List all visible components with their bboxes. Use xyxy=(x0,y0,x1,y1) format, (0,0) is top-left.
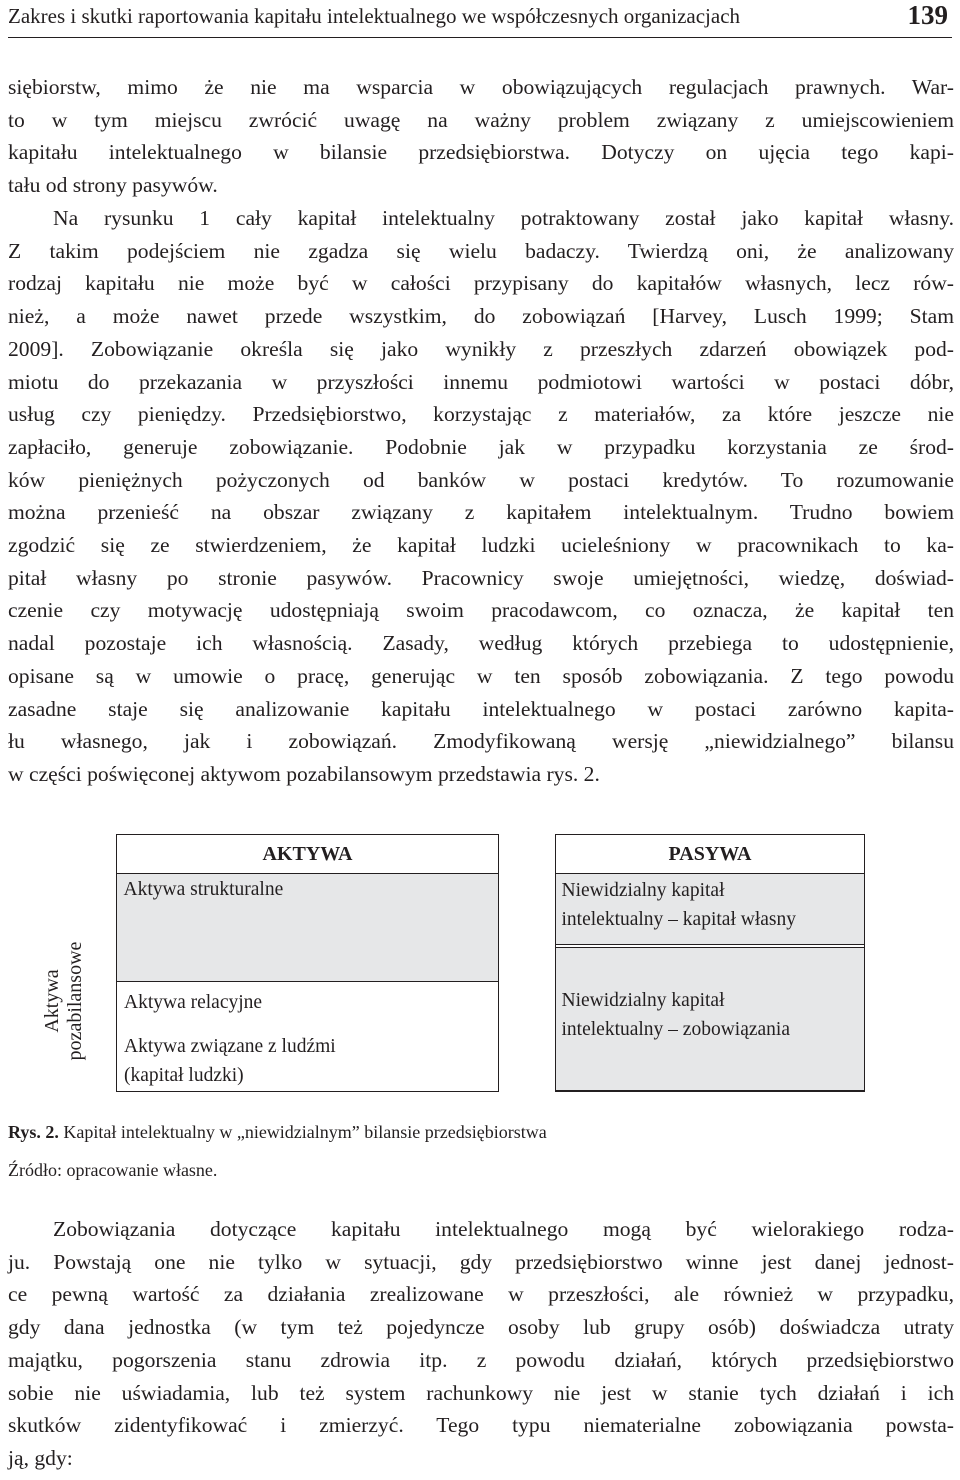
text-line: rodzaj kapitału nie może być w całości przypisany do kapitałów własnych, lecz rów- xyxy=(8,271,954,296)
human-assets-line: (kapitał ludzki) xyxy=(124,1065,244,1086)
text-line: opisane są w umowie o pracę, generując w ten sposób zobowiązania. Z tego powodu xyxy=(8,663,954,688)
figure-caption xyxy=(8,1122,547,1143)
text-line: pitał własny po stronie pasywów. Pracownicy swoje umiejętności, wiedzę, doświad- xyxy=(8,565,954,590)
human-assets-text xyxy=(124,1032,336,1090)
text-line: w części poświęconej aktywom pozabilansowym przedstawia rys. 2. xyxy=(8,761,600,786)
page-number: 139 xyxy=(907,0,948,30)
text-line: majątku, pogorszenia stanu zdrowia itp. z powodu działań, których przedsiębiorstwo xyxy=(8,1347,954,1372)
text-line: Zobowiązania dotyczące kapitału intelektualnego mogą być wielorakiego rodza- xyxy=(53,1217,954,1241)
assets-panel xyxy=(116,834,499,1092)
paragraph-2 xyxy=(8,202,954,791)
text-line: można przenieść na obszar związany z kapitałem intelektualnym. Trudno bowiem xyxy=(8,500,954,525)
caption-label: Rys. 2. xyxy=(8,1122,59,1142)
intangible-equity-text xyxy=(562,876,797,934)
intangible-equity-line: intelektualny – kapitał własny xyxy=(561,909,796,930)
text-line: siębiorstw, mimo że nie ma wsparcia w obowiązujących regulacjach prawnych. War- xyxy=(8,75,954,99)
text-line: zapłaciło, generuje zobowiązanie. Podobnie jak w przypadku korzystania ze środ- xyxy=(8,434,954,459)
side-label-line: Aktywa xyxy=(41,968,63,1033)
text-line: tału od strony pasywów. xyxy=(8,173,218,198)
liabilities-panel xyxy=(555,834,865,1092)
intangible-liabilities-text xyxy=(562,986,791,1044)
side-label-line: pozabilansowe xyxy=(64,941,86,1060)
header-rule xyxy=(8,37,952,38)
off-balance-assets-label xyxy=(36,928,92,1073)
text-line: skutków zidentyfikować i zmierzyć. Tego typu niematerialne zobowiązania powsta- xyxy=(8,1413,954,1438)
text-line: ją, gdy: xyxy=(8,1445,73,1470)
text-line: nież, a może nawet przede wszystkim, do zobowiązań [Harvey, Lusch 1999; Stam xyxy=(8,304,954,329)
text-line: nadal pozostaje ich własnością. Zasady, według których przebiega to udostępnienie, xyxy=(8,631,954,656)
assets-heading: AKTYWA xyxy=(262,843,353,865)
paragraph-1 xyxy=(8,71,954,202)
text-line: 2009]. Zobowiązanie określa się jako wynikły z przeszłych zdarzeń obowiązek pod- xyxy=(8,336,954,361)
intangible-liabilities-line: Niewidzialny kapitał xyxy=(561,990,725,1011)
text-line: ju. Powstają one nie tylko w sytuacji, gdy przedsiębiorstwo winne jest danej jednost- xyxy=(8,1249,954,1274)
text-line: gdy dana jednostka (w tym też pojedyncze osoby lub grupy osób) doświadcza utraty xyxy=(8,1315,954,1340)
caption-text: Kapitał intelektualny w „niewidzialnym” bilansie przedsiębiorstwa xyxy=(58,1122,547,1142)
structural-assets-text: Aktywa strukturalne xyxy=(123,879,284,900)
intangible-equity-box xyxy=(555,873,865,945)
paragraph-3 xyxy=(8,1213,954,1475)
structural-assets-box xyxy=(116,873,499,982)
relational-assets-text: Aktywa relacyjne xyxy=(124,992,263,1013)
text-line: miotu do przekazania w przyszłości innemu podmiotowi wartości w postaci dóbr, xyxy=(8,369,954,394)
text-line: kapitału intelektualnego w bilansie przedsiębiorstwa. Dotyczy on ujęcia tego kapi- xyxy=(8,140,954,165)
text-line: zasadne staje się analizowanie kapitału intelektualnego w postaci zarówno kapita- xyxy=(8,696,954,721)
liabilities-heading: PASYWA xyxy=(668,843,752,865)
text-line: ków pieniężnych pożyczonych od banków w postaci kredytów. To rozumowanie xyxy=(8,467,954,492)
text-line: to w tym miejscu zwrócić uwagę na ważny problem związany z umiejscowieniem xyxy=(8,107,954,132)
text-line: sobie nie uświadamia, lub też system rachunkowy nie jest w stanie tych działań i ich xyxy=(8,1380,954,1405)
human-assets-line: Aktywa związane z ludźmi xyxy=(124,1036,336,1057)
intangible-liabilities-box xyxy=(555,947,865,1091)
running-header-title: Zakres i skutki raportowania kapitału intelektualnego we współczesnych organizacjach xyxy=(8,4,741,28)
text-line: czenie czy motywację udostępniają swoim pracodawcom, co oznacza, że kapitał ten xyxy=(8,598,954,623)
text-line: Z takim podejściem nie zgadza się wielu badaczy. Twierdzą oni, że analizowany xyxy=(8,238,954,263)
text-line: zgodzić się ze stwierdzeniem, że kapitał ludzki ucieleśniony w pracownikach to ka- xyxy=(8,533,954,558)
running-header xyxy=(8,0,952,40)
text-line: ce pewną wartość za działania zrealizowane w przeszłości, ale również w przypadku, xyxy=(8,1282,954,1307)
intangible-equity-line: Niewidzialny kapitał xyxy=(561,880,725,901)
intangible-liabilities-line: intelektualny – zobowiązania xyxy=(561,1019,790,1040)
text-line: usług czy pieniędzy. Przedsiębiorstwo, korzystając z materiałów, za które jeszcze nie xyxy=(8,402,954,427)
text-line: Na rysunku 1 cały kapitał intelektualny potraktowany został jako kapitał własny. xyxy=(53,206,954,230)
figure-source: Źródło: opracowanie własne. xyxy=(8,1160,218,1180)
text-line: łu własnego, jak i zobowiązań. Zmodyfikowaną wersję „niewidzialnego” bilansu xyxy=(8,729,954,754)
